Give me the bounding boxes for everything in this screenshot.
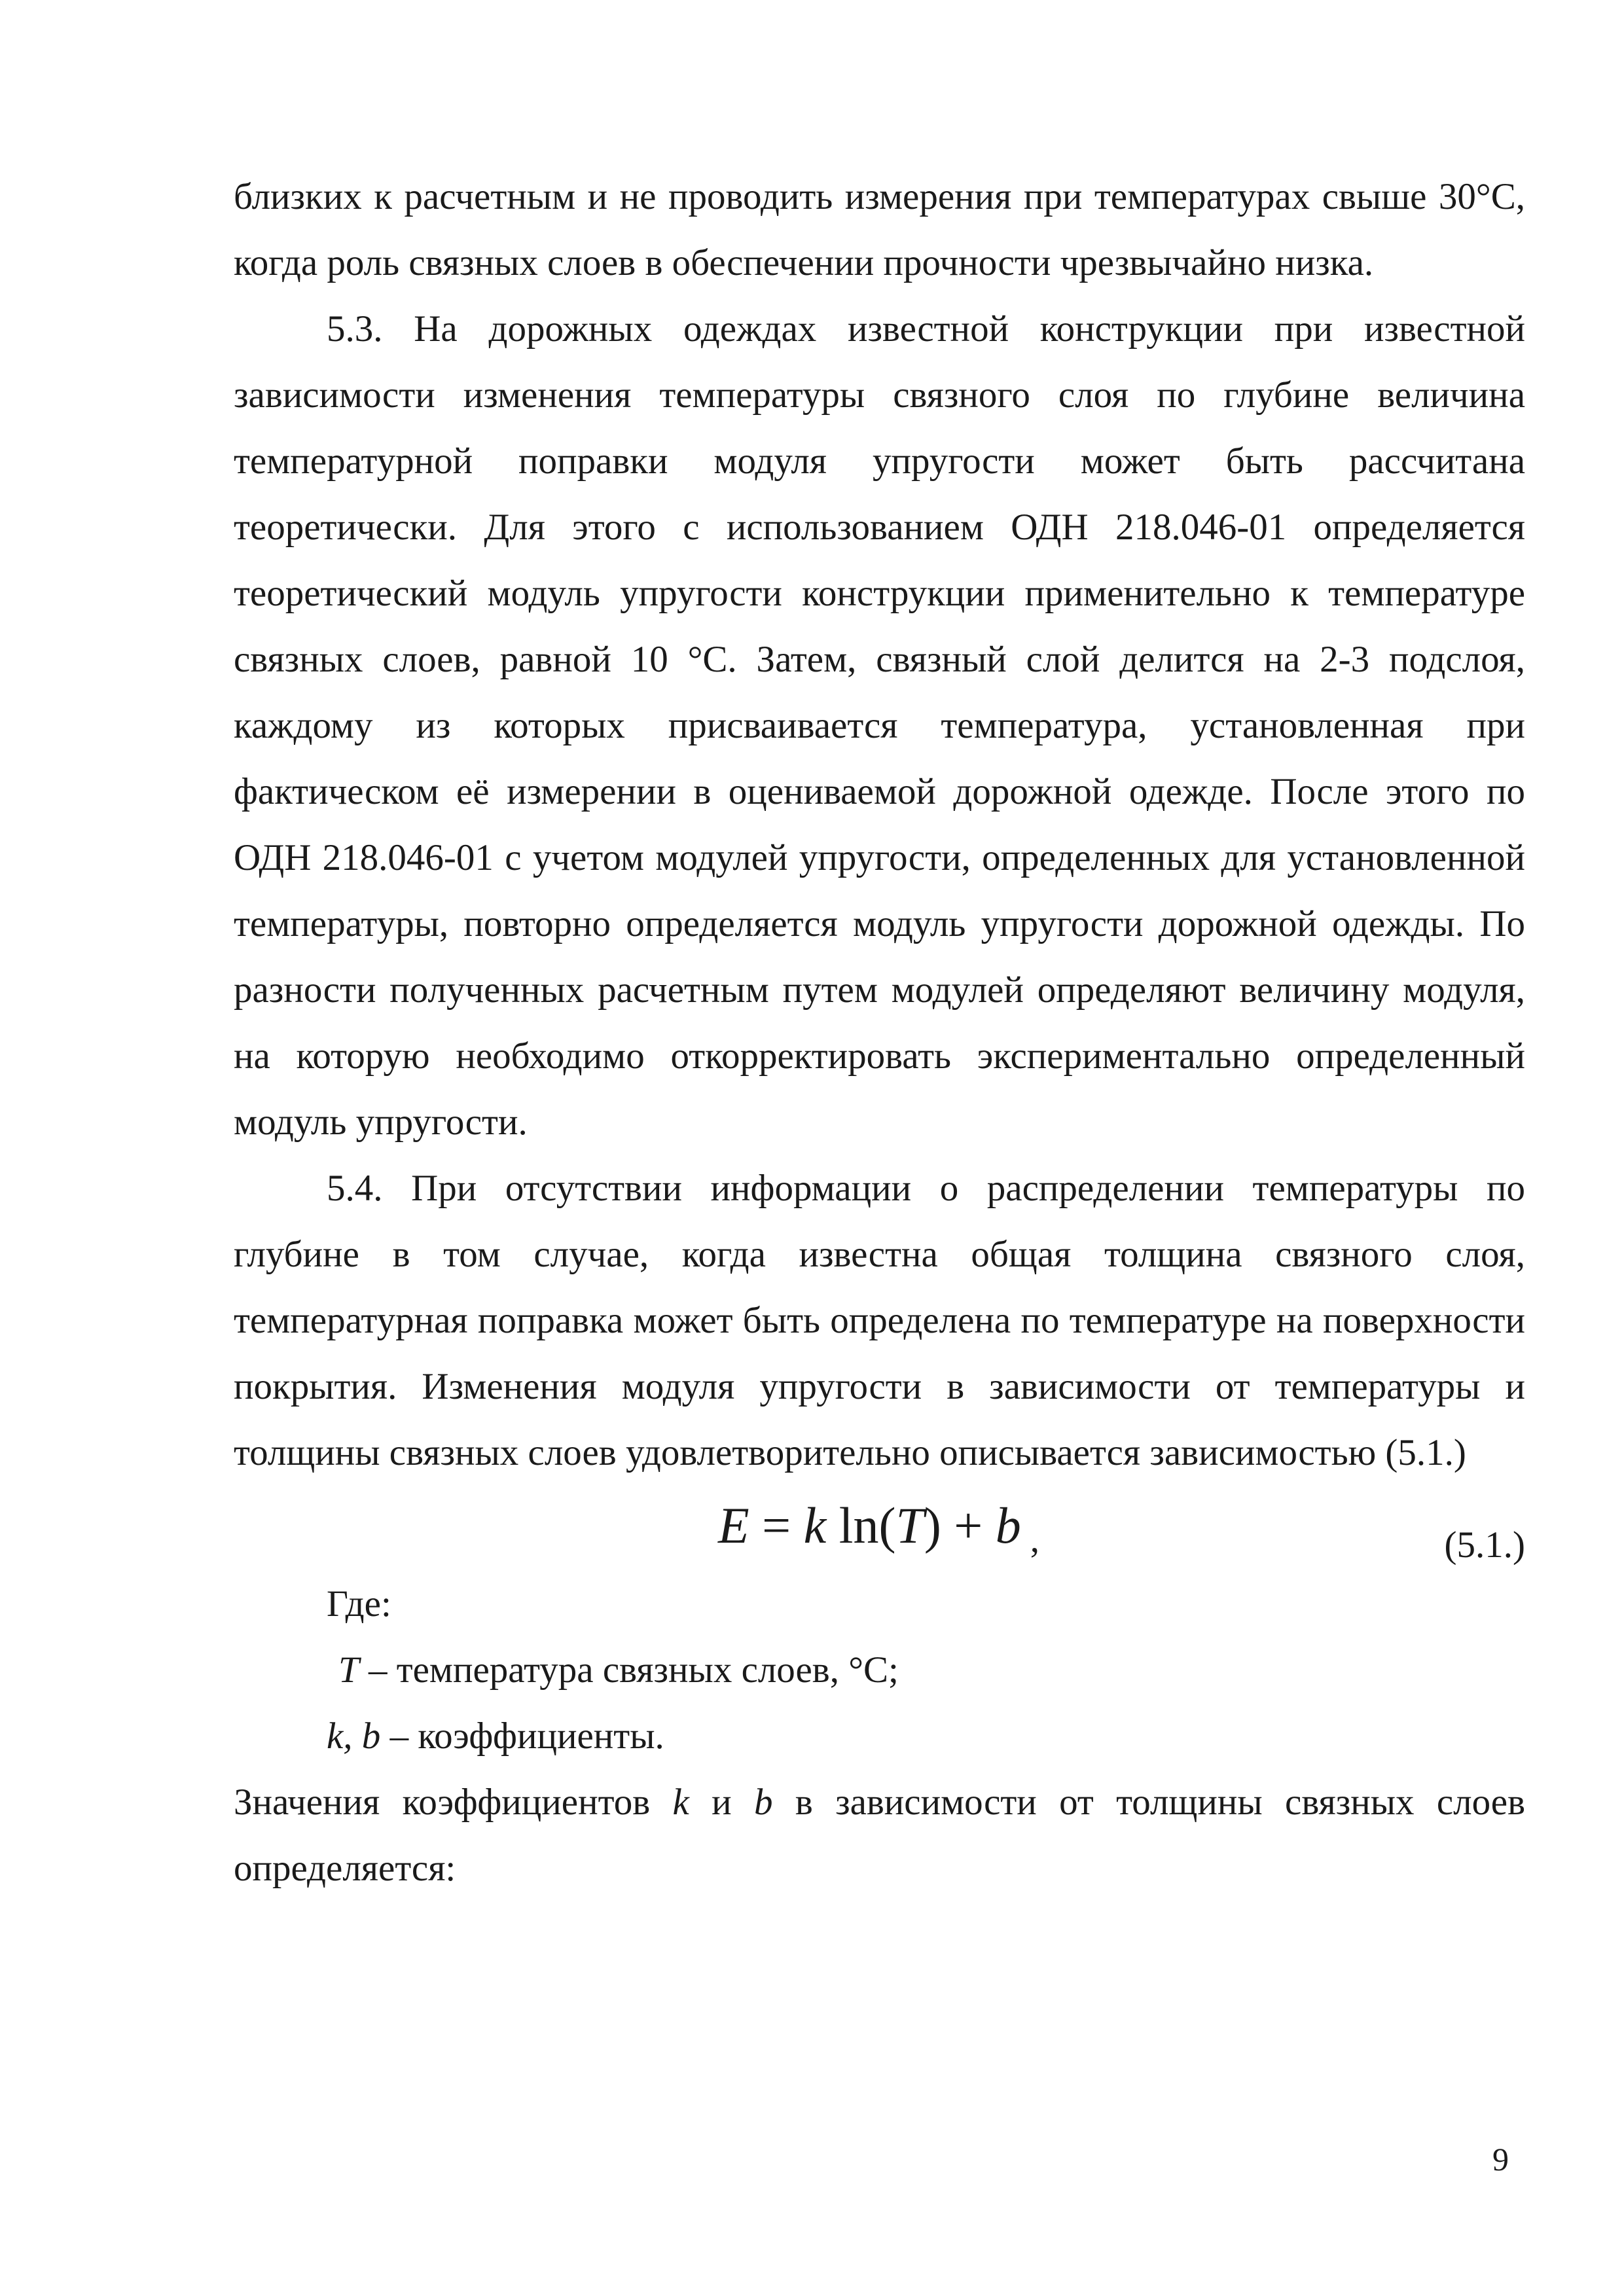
formula-comma: , [1030, 1519, 1040, 1560]
definition-t-text: – температура связных слоев, °С; [359, 1649, 899, 1691]
definition-k-b-text: – коэффициенты. [380, 1715, 664, 1757]
definition-t [234, 1637, 1525, 1703]
paragraph-5-3: 5.3. На дорожных одеждах известной конструкции при известной зависимости изменения температуры связного слоя по глубине величина температурной поправки модуля упругости может быть рассчитана теоретически. Для этого с использованием ОДН 218.046-01 определяется теоретический модуль упругости конструкции применительно к температуре связных слоев, равной 10 °С. Затем, связный слой делится на 2-3 подслоя, каждому из которых присваивается температура, установленная при фактическом её измерении в оцениваемой дорожной одежде. После этого по ОДН 218.046-01 с учетом модулей упругости, определенных для установленной температуры, повторно определяется модуль упругости дорожной одежды. По разности полученных расчетным путем модулей определяют величину модуля, на которую необходимо откорректировать экспериментально определенный модуль упругости. [234, 308, 1525, 1143]
definition-t-symbol: T [338, 1649, 359, 1691]
closing-k: k [672, 1782, 689, 1823]
formula-row [234, 1486, 1525, 1571]
page-number: 9 [1492, 2141, 1509, 2178]
formula-ln: ln( [826, 1497, 896, 1554]
paragraph-continuation: близких к расчетным и не проводить измерения при температурах свыше 30°С, когда роль связных слоев в обеспечении прочности чрезвычайно низка. [234, 176, 1525, 283]
formula-lhs: E [718, 1497, 749, 1554]
definition-k-b [234, 1703, 1525, 1769]
body-text [234, 164, 1525, 1901]
where-label: Где: [327, 1583, 391, 1624]
formula-k: k [803, 1497, 827, 1554]
closing-part3: в зависимости от толщины связных слоев определяется: [234, 1782, 1525, 1889]
formula-5-1 [718, 1492, 1039, 1573]
definition-k-b-symbol: k, b [327, 1715, 381, 1757]
formula-b: b [995, 1497, 1021, 1554]
equation-number: (5.1.) [1444, 1524, 1525, 1566]
closing-b: b [753, 1782, 773, 1823]
formula-t: T [895, 1497, 924, 1554]
paragraph-5-4: 5.4. При отсутствии информации о распределении температуры по глубине в том случае, когда известна общая толщина связного слоя, температурная поправка может быть определена по температуре на поверхности покрытия. Изменения модуля упругости в зависимости от температуры и толщины связных слоев удовлетворительно описывается зависимостью (5.1.) [234, 1168, 1525, 1473]
closing-part2: и [689, 1782, 754, 1823]
formula-equals: = [749, 1497, 804, 1554]
formula-close: ) + [924, 1497, 996, 1554]
closing-part1: Значения коэффициентов [234, 1782, 673, 1823]
closing-paragraph [234, 1769, 1525, 1901]
